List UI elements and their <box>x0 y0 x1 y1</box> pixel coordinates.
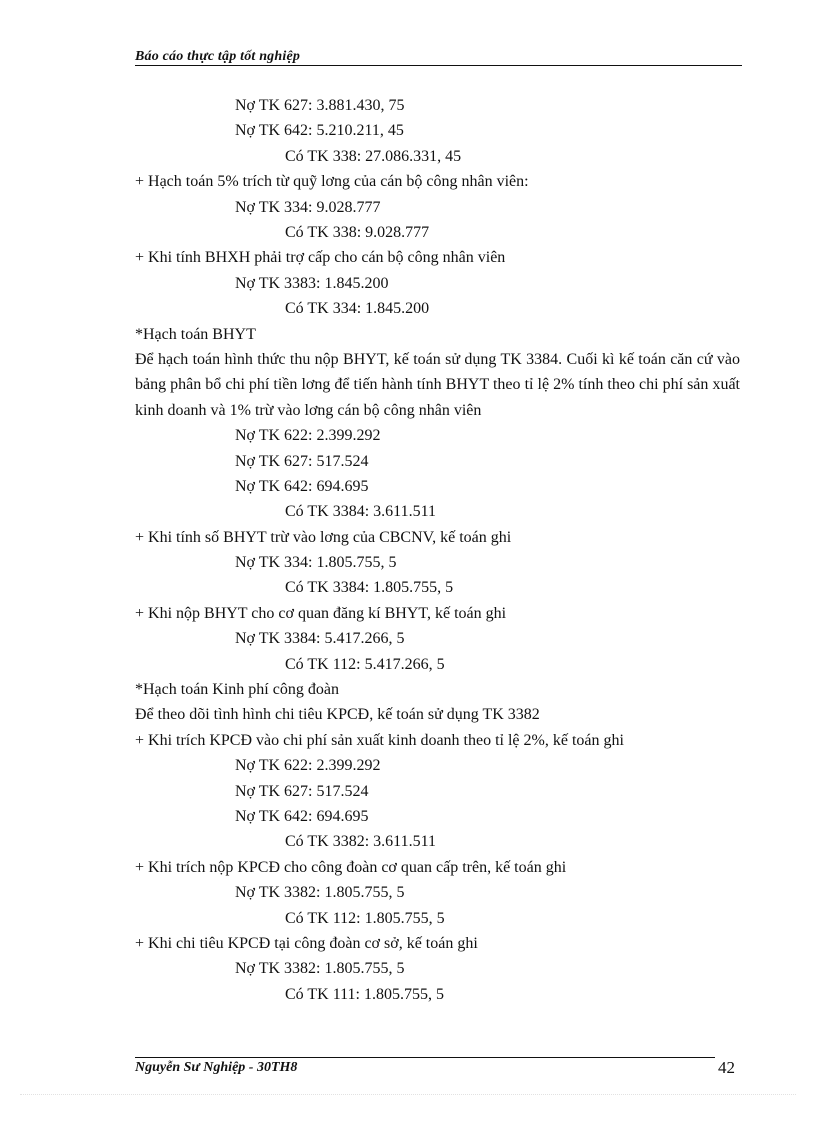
credit-entry: Có TK 112: 5.417.266, 5 <box>285 655 445 673</box>
text-line: *Hạch toán Kinh phí công đoàn <box>135 681 339 699</box>
text-line: + Khi tính BHXH phải trợ cấp cho cán bộ công nhân viên <box>135 249 506 267</box>
debit-entry: Nợ TK 3383: 1.845.200 <box>235 274 389 292</box>
credit-entry: Có TK 111: 1.805.755, 5 <box>285 985 444 1003</box>
text-line: + Khi trích nộp KPCĐ cho công đoàn cơ quan cấp trên, kế toán ghi <box>135 858 567 876</box>
debit-entry: Nợ TK 627: 517.524 <box>235 452 369 470</box>
credit-entry: Có TK 3382: 3.611.511 <box>285 833 436 851</box>
paragraph: Để hạch toán hình thức thu nộp BHYT, kế toán sử dụng TK 3384. Cuối kì kế toán căn cứ vào bảng phân bổ chi phí tiền lơng để tiến hành tính BHYT theo tỉ lệ 2% tính theo chi phí sản xuất kinh doanh và 1% trừ vào lơng cán bộ công nhân viên <box>135 350 740 419</box>
debit-entry: Nợ TK 622: 2.399.292 <box>235 757 381 775</box>
document-body <box>135 93 740 1007</box>
credit-entry: Có TK 338: 9.028.777 <box>285 223 430 241</box>
header-rule <box>135 65 742 66</box>
credit-entry: Có TK 3384: 1.805.755, 5 <box>285 579 454 597</box>
credit-entry: Có TK 3384: 3.611.511 <box>285 503 436 521</box>
debit-entry: Nợ TK 642: 694.695 <box>235 807 369 825</box>
debit-entry: Nợ TK 642: 694.695 <box>235 477 369 495</box>
debit-entry: Nợ TK 334: 9.028.777 <box>235 198 381 216</box>
debit-entry: Nợ TK 627: 3.881.430, 75 <box>235 97 405 114</box>
page-number: 42 <box>718 1058 735 1077</box>
debit-entry: Nợ TK 3382: 1.805.755, 5 <box>235 960 405 978</box>
debit-entry: Nợ TK 3382: 1.805.755, 5 <box>235 884 405 902</box>
text-line: + Khi chi tiêu KPCĐ tại công đoàn cơ sở, kế toán ghi <box>135 934 478 952</box>
text-line: + Khi tính số BHYT trừ vào lơng của CBCNV, kế toán ghi <box>135 528 512 546</box>
debit-entry: Nợ TK 622: 2.399.292 <box>235 427 381 445</box>
credit-entry: Có TK 338: 27.086.331, 45 <box>285 147 462 165</box>
text-line: *Hạch toán BHYT <box>135 325 256 343</box>
text-line: + Khi trích KPCĐ vào chi phí sản xuất kinh doanh theo tỉ lệ 2%, kế toán ghi <box>135 731 624 749</box>
footer-rule <box>135 1057 715 1058</box>
page-edge-divider <box>20 1094 796 1095</box>
header-title: Báo cáo thực tập tốt nghiệp <box>135 49 301 64</box>
credit-entry: Có TK 112: 1.805.755, 5 <box>285 909 445 927</box>
debit-entry: Nợ TK 627: 517.524 <box>235 782 369 800</box>
footer-author: Nguyễn Sư Nghiệp - 30TH8 <box>135 1060 298 1075</box>
text-line: + Hạch toán 5% trích từ quỹ lơng của cán bộ công nhân viên: <box>135 173 529 191</box>
text-line: Để theo dõi tình hình chi tiêu KPCĐ, kế toán sử dụng TK 3382 <box>135 706 540 724</box>
debit-entry: Nợ TK 642: 5.210.211, 45 <box>235 122 404 140</box>
debit-entry: Nợ TK 3384: 5.417.266, 5 <box>235 630 405 648</box>
debit-entry: Nợ TK 334: 1.805.755, 5 <box>235 554 397 572</box>
credit-entry: Có TK 334: 1.845.200 <box>285 300 430 318</box>
text-line: + Khi nộp BHYT cho cơ quan đăng kí BHYT, kế toán ghi <box>135 604 507 622</box>
